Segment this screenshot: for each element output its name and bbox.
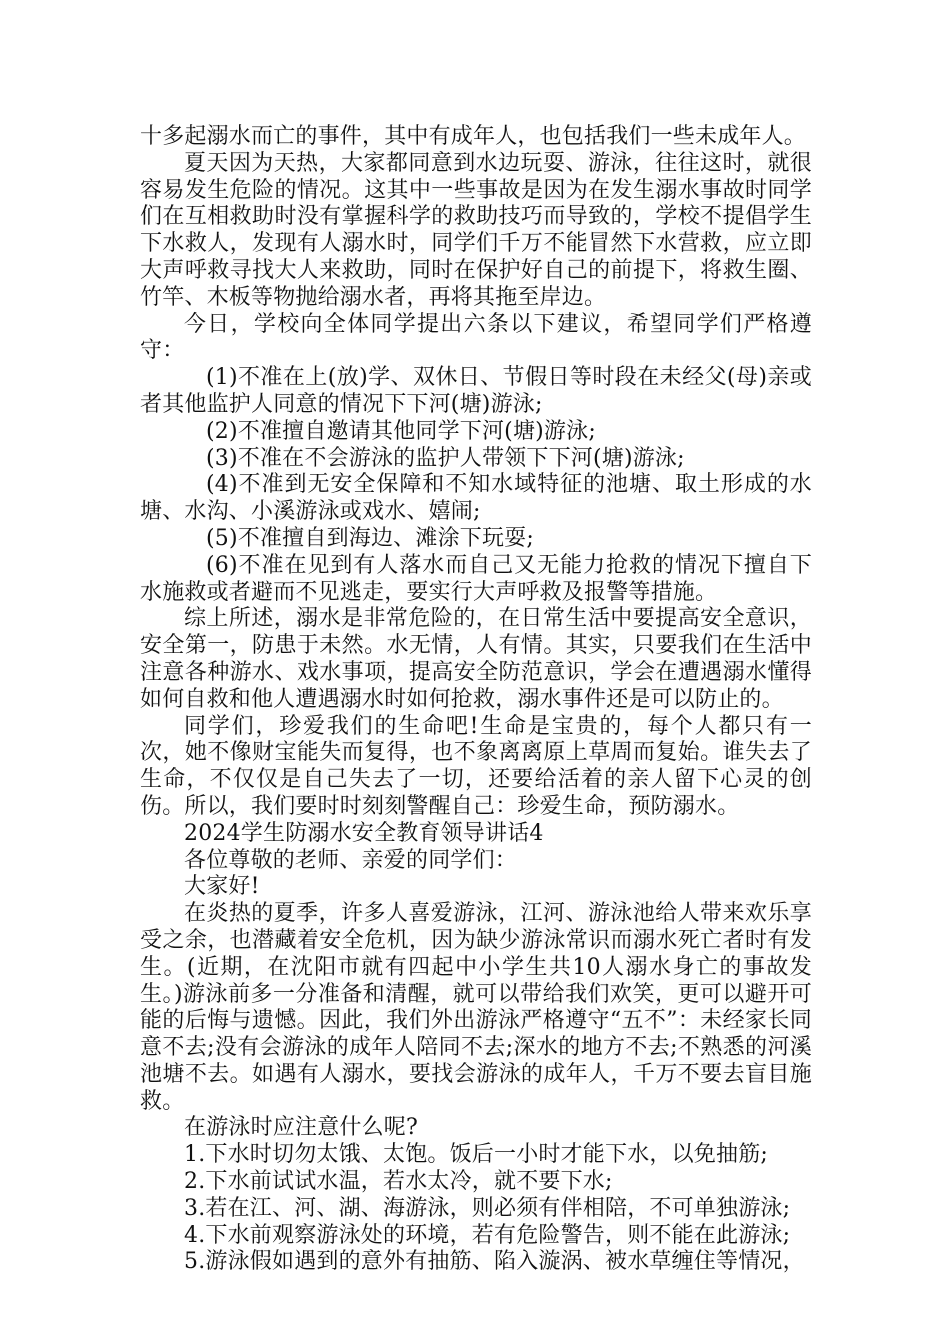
list-item: (1)不准在上(放)学、双休日、节假日等时段在未经父(母)亲或者其他监护人同意的情况下下河(塘)游泳; [140, 365, 812, 417]
paragraph: 十多起溺水而亡的事件，其中有成年人，也包括我们一些未成年人。 [140, 124, 807, 149]
list-item: (4)不准到无安全保障和不知水域特征的池塘、取土形成的水塘、水沟、小溪游泳或戏水、嬉闹; [140, 472, 812, 525]
paragraph: 综上所述，溺水是非常危险的，在日常生活中要提高安全意识，安全第一，防患于未然。水无情，人有情。其实，只要我们在生活中注意各种游水、戏水事项，提高安全防范意识，学会在遭遇溺水懂得如何自救和他人遭遇溺水时如何抢救，溺水事件还是可以防止的。 [140, 606, 812, 712]
paragraph: 夏天因为天热，大家都同意到水边玩耍、游泳，往往这时，就很容易发生危险的情况。这其中一些事故是因为在发生溺水事故时同学们在互相救助时没有掌握科学的救助技巧而导致的，学校不提倡学生下水救人，发现有人溺水时，同学们千万不能冒然下水营救，应立即大声呼救寻找大人来救助，同时在保护好自己的前提下，将救生圈、竹竿、木板等物抛给溺水者，再将其拖至岸边。 [140, 150, 812, 310]
document-body [140, 124, 812, 1276]
paragraph: 今日，学校向全体同学提出六条以下建议，希望同学们严格遵守： [140, 311, 812, 364]
list-item: (3)不准在不会游泳的监护人带领下下河(塘)游泳; [206, 445, 685, 471]
list-item: 4.下水前观察游泳处的环境，若有危险警告，则不能在此游泳; [184, 1222, 791, 1248]
list-item: (2)不准擅自邀请其他同学下河(塘)游泳; [206, 418, 596, 444]
salutation: 各位尊敬的老师、亲爱的同学们： [184, 847, 518, 873]
section-title: 2024学生防溺水安全教育领导讲话4 [184, 820, 544, 846]
list-item: 1.下水时切勿太饿、太饱。饭后一小时才能下水，以免抽筋; [184, 1142, 769, 1168]
greeting: 大家好! [184, 874, 260, 900]
list-item: 3.若在江、河、湖、海游泳，则必须有伴相陪，不可单独游泳; [184, 1195, 791, 1221]
list-item: 5.游泳假如遇到的意外有抽筋、陷入漩涡、被水草缠住等情况， [184, 1249, 805, 1275]
paragraph: 同学们，珍爱我们的生命吧!生命是宝贵的，每个人都只有一次，她不像财宝能失而复得，也不象离离原上草周而复始。谁失去了生命，不仅仅是自己失去了一切，还要给活着的亲人留下心灵的创伤。所以，我们要时时刻刻警醒自己：珍爱生命，预防溺水。 [140, 713, 812, 819]
list-item: (6)不准在见到有人落水而自己又无能力抢救的情况下擅自下水施救或者避而不见逃走，要实行大声呼救及报警等措施。 [140, 552, 812, 605]
paragraph: 在炎热的夏季，许多人喜爱游泳，江河、游泳池给人带来欢乐享受之余，也潜藏着安全危机，因为缺少游泳常识而溺水死亡者时有发生。(近期，在沈阳市就有四起中小学生共10人溺水身亡的事故发生。)游泳前多一分准备和清醒，就可以带给我们欢笑，更可以避开可能的后悔与遗憾。因此，我们外出游泳严格遵守“五不”：未经家长同意不去;没有会游泳的成年人陪同不去;深水的地方不去;不熟悉的河溪池塘不去。如遇有人溺水，要找会游泳的成年人，千万不要去盲目施救。 [140, 901, 812, 1114]
list-item: (5)不准擅自到海边、滩涂下玩耍; [206, 525, 534, 551]
list-item: 2.下水前试试水温，若水太冷，就不要下水; [184, 1169, 613, 1195]
paragraph: 在游泳时应注意什么呢? [184, 1115, 418, 1141]
